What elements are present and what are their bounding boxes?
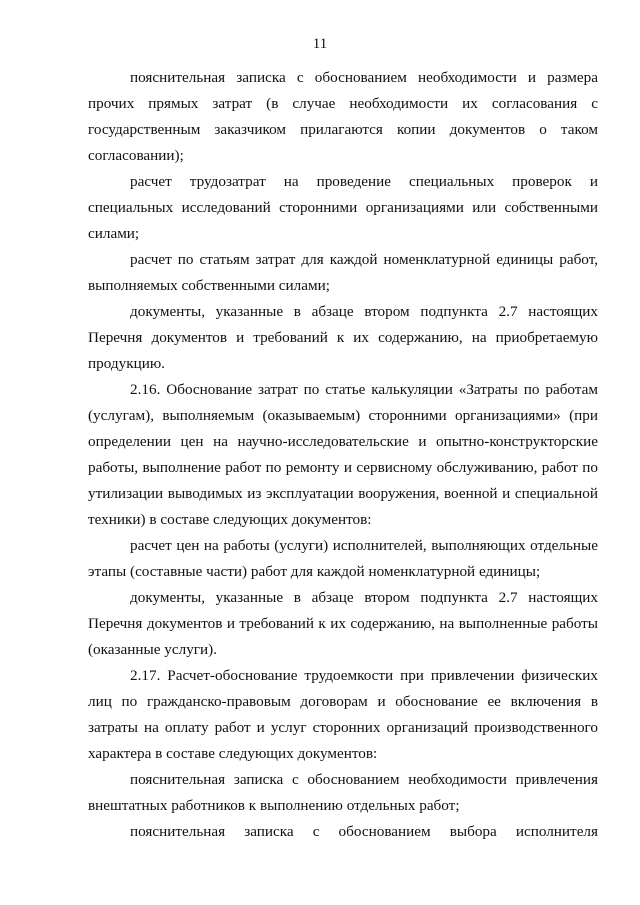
paragraph-section-2-17: 2.17. Расчет-обоснование трудоемкости при привлечении физических лиц по гражданско-правовым договорам и обоснование ее включения в затраты на оплату работ и услуг сторонних организаций производственного характера в составе следующих документов: [88, 667, 598, 762]
paragraph-explanatory-note-other-costs: пояснительная записка с обоснованием необходимости и размера прочих прямых затрат (в случае необходимости их согласования с государственным заказчиком прилагаются копии документов о таком согласовании); [88, 69, 598, 164]
document-body [88, 65, 598, 845]
paragraph-section-2-16: 2.16. Обоснование затрат по статье калькуляции «Затраты по работам (услугам), выполняемым (оказываемым) сторонними организациями» (при определении цен на научно-исследовательские и опытно-конструкторские работы, выполнение работ по ремонту и сервисному обслуживанию, работ по утилизации выводимых из эксплуатации вооружения, военной и специальной техники) в составе следующих документов: [88, 381, 598, 528]
paragraph-price-calculation-contractors: расчет цен на работы (услуги) исполнителей, выполняющих отдельные этапы (составные части) работ для каждой номенклатурной единицы; [88, 537, 598, 580]
paragraph-cost-calculation-own-forces: расчет по статьям затрат для каждой номенклатурной единицы работ, выполняемых собственными силами; [88, 251, 598, 294]
paragraph-labor-cost-special-checks: расчет трудозатрат на проведение специальных проверок и специальных исследований сторонними организациями или собственными силами; [88, 173, 598, 242]
paragraph-explanatory-note-freelancers: пояснительная записка с обоснованием необходимости привлечения внештатных работников к выполнению отдельных работ; [88, 771, 598, 814]
page-number: 11 [312, 36, 328, 52]
paragraph-documents-purchased-products: документы, указанные в абзаце втором подпункта 2.7 настоящих Перечня документов и требований к их содержанию, на приобретаемую продукцию. [88, 303, 598, 372]
paragraph-explanatory-note-contractor-choice: пояснительная записка с обоснованием выбора исполнителя [130, 823, 598, 840]
paragraph-documents-completed-works: документы, указанные в абзаце втором подпункта 2.7 настоящих Перечня документов и требований к их содержанию, на выполненные работы (оказанные услуги). [88, 589, 598, 658]
